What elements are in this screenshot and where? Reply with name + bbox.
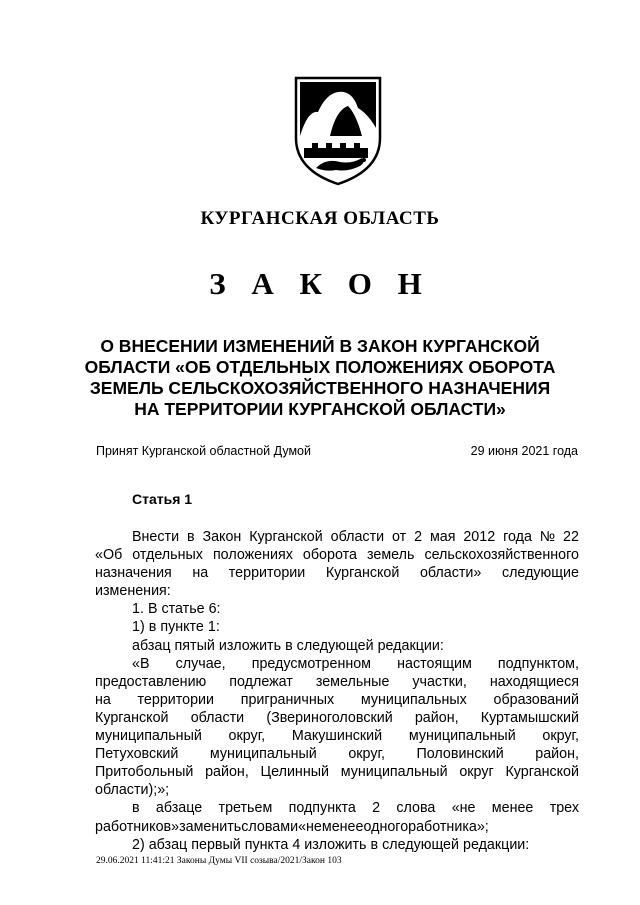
body-line [95, 691, 579, 709]
body-word: в [370, 836, 379, 853]
body-word: приграничных [240, 691, 335, 708]
body-word: одного [363, 818, 409, 835]
body-word: области» [419, 565, 482, 582]
law-title-line: ЗЕМЕЛЬ СЕЛЬСКОХОЗЯЙСТВЕННОГО НАЗНАЧЕНИЯ [89, 378, 551, 398]
body-word: работников» [95, 818, 180, 835]
body-word: 2 [414, 529, 423, 545]
body-word: 22 [563, 529, 579, 545]
body-word: район, [414, 709, 459, 726]
body-word: образований [493, 691, 579, 708]
body-word: Куртамышский [480, 709, 579, 726]
body-line [95, 546, 579, 564]
adoption-date: 29 июня 2021 года [470, 444, 578, 458]
body-word: муниципальный [95, 728, 202, 745]
body-word: Половинский [416, 746, 504, 763]
body-word: оборота [302, 547, 357, 564]
body-word: сельскохозяйственного [424, 547, 579, 564]
body-word: № [539, 529, 556, 545]
body-line [95, 836, 579, 854]
law-title [70, 336, 570, 420]
body-word: 2) [132, 836, 145, 853]
law-title-line: О ВНЕСЕНИИ ИЗМЕНЕНИЙ В ЗАКОН КУРГАНСКОЙ [100, 336, 540, 356]
body-word: пятый [174, 637, 215, 654]
law-title-line: НА ТЕРРИТОРИИ КУРГАНСКОЙ ОБЛАСТИ» [134, 399, 506, 419]
body-word: статье [161, 601, 205, 618]
body-word: менее [491, 800, 534, 817]
body-word: заменить [179, 818, 242, 835]
body-word: район, [205, 764, 249, 781]
body-word: пункта [244, 836, 289, 853]
document-type-heading: З А К О Н [209, 266, 431, 301]
body-word: 1: [207, 619, 220, 636]
body-line [95, 600, 579, 618]
body-word: предоставлению [95, 673, 207, 690]
body-line [95, 637, 579, 655]
body-word: слова [396, 800, 436, 817]
body-word: редакции: [377, 637, 444, 654]
body-word: в [148, 619, 157, 636]
body-line [95, 763, 579, 781]
body-word: Курганской [95, 709, 169, 726]
body-word: муниципальный [209, 746, 317, 763]
body-word: абзац [148, 836, 188, 853]
adopted-by-text: Принят Курганской областной Думой [96, 444, 311, 458]
body-line [95, 528, 579, 546]
body-line [95, 582, 579, 600]
body-word: от [392, 529, 407, 545]
body-word: первый [191, 836, 241, 853]
body-word: назначения [95, 565, 172, 582]
body-word: «Об [95, 547, 123, 564]
body-word: настоящим [397, 655, 472, 672]
body-word: 2 [372, 800, 381, 817]
body-word: округ, [228, 728, 266, 745]
body-word: следующей [382, 836, 459, 853]
body-word: «не [298, 818, 322, 835]
article-heading: Статья 1 [132, 491, 193, 507]
body-word: в [186, 529, 195, 545]
body-word: Целинный [260, 764, 329, 781]
body-word: 2012 [463, 529, 496, 545]
body-word: земель [366, 547, 415, 564]
body-word: в [132, 800, 140, 817]
body-word: редакции: [463, 836, 530, 853]
body-word: округ, [542, 728, 579, 745]
region-heading: КУРГАНСКАЯ ОБЛАСТЬ [200, 208, 440, 229]
body-word: Притобольный [95, 764, 194, 781]
body-word: трех [549, 800, 579, 817]
body-word: район, [535, 746, 579, 763]
law-title-line: ОБЛАСТИ «ОБ ОТДЕЛЬНЫХ ПОЛОЖЕНИЯХ ОБОРОТА [84, 357, 556, 377]
body-word: изменения: [95, 583, 171, 600]
body-word: округ [459, 764, 494, 781]
body-word: подпунктом, [497, 655, 579, 672]
body-word: следующей [296, 637, 374, 654]
body-word: на [192, 565, 209, 582]
body-word: изложить [304, 836, 367, 853]
body-word: менее [321, 818, 364, 835]
body-word: на [95, 691, 111, 708]
body-word: территории [228, 565, 306, 582]
body-line [95, 673, 579, 691]
body-word: пункте [160, 619, 204, 636]
kurgan-coat-of-arms-icon [290, 74, 386, 188]
body-word: Внести [132, 529, 180, 545]
body-word: 1) [132, 619, 145, 636]
body-word: мая [429, 529, 456, 545]
body-word: участки, [412, 673, 467, 690]
body-word: отдельных [132, 547, 203, 564]
body-word: земельные [315, 673, 390, 690]
body-word: следующие [501, 565, 579, 582]
body-word: округ, [348, 746, 385, 763]
body-line [95, 727, 579, 745]
body-line [95, 745, 579, 763]
body-line [95, 709, 579, 727]
body-word: территории [137, 691, 215, 708]
body-word: абзаце [155, 800, 203, 817]
body-word: области [330, 529, 385, 545]
body-word: находящиеся [489, 673, 579, 690]
body-word: изложить [218, 637, 282, 654]
body-word: Курганской [505, 764, 579, 781]
body-word: муниципальный [340, 764, 448, 781]
body-line [95, 818, 579, 836]
body-word: 6: [208, 601, 221, 618]
body-word: абзац [132, 637, 171, 654]
body-word: Курганской [325, 565, 400, 582]
body-word: Макушинский [291, 728, 383, 745]
body-word: области [190, 709, 245, 726]
body-line [95, 564, 579, 582]
body-word: области);»; [95, 782, 170, 799]
body-word: Закон [202, 529, 242, 545]
body-word: в [285, 637, 293, 654]
body-word: В [147, 601, 158, 618]
body-word: 1. [132, 601, 144, 618]
body-word: работника»; [408, 818, 489, 835]
body-line [95, 781, 579, 799]
body-line [95, 799, 579, 817]
body-word: словами [241, 818, 299, 835]
body-word: подпункта [288, 800, 356, 817]
body-word: (Звериноголовский [266, 709, 393, 726]
body-word: 4 [292, 836, 301, 853]
body-word: муниципальный [408, 728, 516, 745]
body-word: Курганской [249, 529, 323, 545]
body-word: подлежат [229, 673, 293, 690]
body-word: Петуховский [95, 746, 179, 763]
body-word: «не [451, 800, 476, 817]
body-word: «В [132, 655, 150, 672]
document-footer: 29.06.2021 11:41:21 Законы Думы VII созыва/2021/Закон 103 [96, 856, 342, 866]
body-word: предусмотренном [251, 655, 372, 672]
body-word: случае, [175, 655, 226, 672]
body-line [95, 618, 579, 636]
article-body [95, 528, 579, 854]
body-word: года [503, 529, 532, 545]
body-word: третьем [218, 800, 273, 817]
body-word: муниципальных [360, 691, 467, 708]
body-word: положениях [212, 547, 293, 564]
body-line [95, 655, 579, 673]
